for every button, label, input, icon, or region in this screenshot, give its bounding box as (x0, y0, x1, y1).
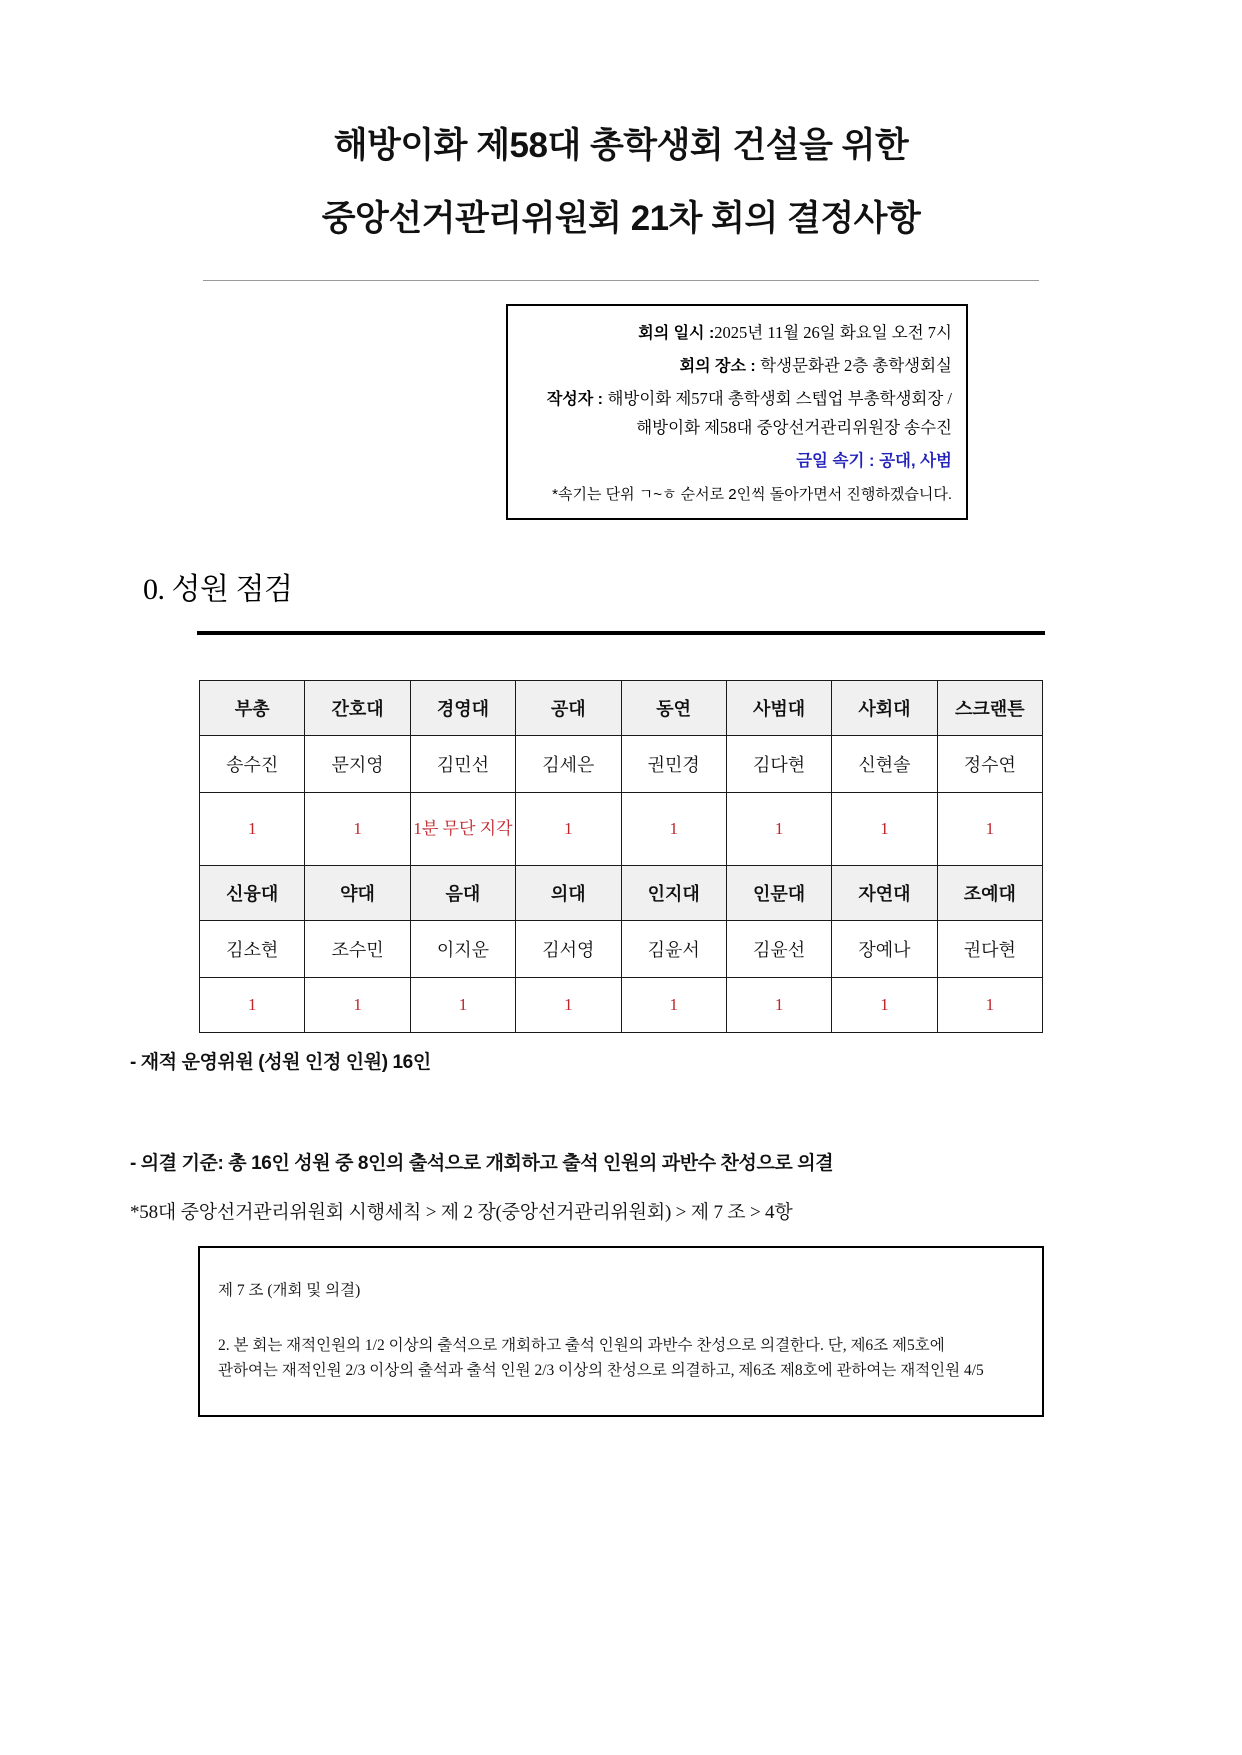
unit-header-cell: 조예대 (937, 866, 1042, 921)
member-name-cell: 김윤서 (621, 921, 726, 978)
meeting-info-box-wrapper (0, 304, 1242, 520)
meeting-place-value: 학생문화관 2층 총학생회실 (760, 356, 952, 375)
meeting-place-row (522, 358, 952, 375)
title-divider (203, 280, 1039, 281)
unit-header-cell: 사회대 (832, 681, 937, 736)
note-regulation-reference: *58대 중앙선거관리위원회 시행세칙 > 제 2 장(중앙선거관리위원회) > 제 7 조 > 4항 (130, 1202, 793, 1223)
regulation-box-wrapper (198, 1246, 1044, 1417)
meeting-datetime-label: 회의 일시 : (638, 325, 715, 342)
attendance-mark-cell: 1 (937, 793, 1042, 866)
meeting-datetime-row (522, 325, 952, 342)
unit-header-cell: 인문대 (726, 866, 831, 921)
member-name-cell: 김윤선 (726, 921, 831, 978)
table-row-units-2 (200, 866, 1043, 921)
regulation-line-1: 2. 본 회는 재적인원의 1/2 이상의 출석으로 개회하고 출석 인원의 과반수 찬성으로 의결한다. 단, 제6조 제5호에 (218, 1337, 945, 1355)
member-name-cell: 권다현 (937, 921, 1042, 978)
attendance-mark-cell: 1 (726, 793, 831, 866)
attendance-mark-cell: 1 (621, 978, 726, 1033)
table-row-units-1 (200, 681, 1043, 736)
meeting-author-row (522, 391, 952, 408)
unit-header-cell: 공대 (516, 681, 621, 736)
unit-header-cell: 의대 (516, 866, 621, 921)
stenography-note: *속기는 단위 ㄱ~ㅎ 순서로 2인씩 돌아가면서 진행하겠습니다. (552, 486, 952, 503)
meeting-author-value-continued: 해방이화 제58대 중앙선거관리위원장 송수진 (636, 418, 952, 437)
unit-header-cell: 경영대 (410, 681, 515, 736)
unit-header-cell: 자연대 (832, 866, 937, 921)
table-row-marks-2 (200, 978, 1043, 1033)
member-name-cell: 김다현 (726, 736, 831, 793)
unit-header-cell: 인지대 (621, 866, 726, 921)
attendance-mark-cell: 1 (726, 978, 831, 1033)
unit-header-cell: 동연 (621, 681, 726, 736)
member-name-cell: 신현솔 (832, 736, 937, 793)
attendance-mark-cell: 1 (621, 793, 726, 866)
meeting-info-box (506, 304, 968, 520)
attendance-mark-cell: 1 (516, 978, 621, 1033)
unit-header-cell: 약대 (305, 866, 410, 921)
unit-header-cell: 부총 (200, 681, 305, 736)
unit-header-cell: 사범대 (726, 681, 831, 736)
member-name-cell: 문지영 (305, 736, 410, 793)
attendance-mark-cell: 1 (832, 978, 937, 1033)
member-name-cell: 송수진 (200, 736, 305, 793)
stenography-today-row (522, 453, 952, 470)
attendance-mark-cell: 1 (937, 978, 1042, 1033)
unit-header-cell: 스크랜튼 (937, 681, 1042, 736)
member-name-cell: 장예나 (832, 921, 937, 978)
member-name-cell: 조수민 (305, 921, 410, 978)
member-name-cell: 김세은 (516, 736, 621, 793)
title-line-2: 중앙선거관리위원회 21차 회의 결정사항 (321, 199, 921, 238)
table-row-names-1 (200, 736, 1043, 793)
attendance-table-wrapper (199, 680, 1043, 1033)
meeting-place-label: 회의 장소 : (679, 358, 761, 375)
note-quorum: - 재적 운영위원 (성원 인정 인원) 16인 (130, 1052, 431, 1073)
member-name-cell: 김서영 (516, 921, 621, 978)
member-name-cell: 김민선 (410, 736, 515, 793)
member-name-cell: 정수연 (937, 736, 1042, 793)
regulation-heading: 제 7 조 (개회 및 의결) (218, 1282, 361, 1299)
attendance-table (199, 680, 1043, 1033)
table-row-names-2 (200, 921, 1043, 978)
member-name-cell: 이지운 (410, 921, 515, 978)
note-decision-criteria: - 의결 기준: 총 16인 성원 중 8인의 출석으로 개회하고 출석 인원의 과반수 찬성으로 의결 (130, 1153, 834, 1174)
member-name-cell: 권민경 (621, 736, 726, 793)
regulation-line-2: 관하여는 재적인원 2/3 이상의 출석과 출석 인원 2/3 이상의 찬성으로 의결하고, 제6조 제8호에 관하여는 재적인원 4/5 (218, 1362, 984, 1380)
unit-header-cell: 신융대 (200, 866, 305, 921)
member-name-cell: 김소현 (200, 921, 305, 978)
unit-header-cell: 음대 (410, 866, 515, 921)
table-row-marks-1 (200, 793, 1043, 866)
meeting-author-row-continued (522, 420, 952, 437)
meeting-datetime-value: 2025년 11월 26일 화요일 오전 7시 (714, 323, 952, 342)
attendance-mark-cell: 1 (516, 793, 621, 866)
title-line-1: 해방이화 제58대 총학생회 건설을 위한 (333, 126, 909, 165)
regulation-box (198, 1246, 1044, 1417)
attendance-mark-cell: 1 (200, 793, 305, 866)
section-heading-attendance: 0. 성원 점검 (143, 573, 293, 606)
attendance-mark-cell-late: 1분 무단 지각 (410, 793, 515, 866)
document-title (0, 0, 1242, 236)
meeting-author-label: 작성자 : (546, 391, 608, 408)
attendance-mark-cell: 1 (200, 978, 305, 1033)
unit-header-cell: 간호대 (305, 681, 410, 736)
meeting-author-value: 해방이화 제57대 총학생회 스텝업 부총학생회장 / (607, 389, 952, 408)
section-divider (197, 631, 1045, 635)
attendance-mark-cell: 1 (305, 793, 410, 866)
attendance-mark-cell: 1 (305, 978, 410, 1033)
stenography-today-value: 금일 속기 : 공대, 사범 (796, 451, 952, 470)
attendance-mark-cell: 1 (832, 793, 937, 866)
attendance-mark-cell: 1 (410, 978, 515, 1033)
